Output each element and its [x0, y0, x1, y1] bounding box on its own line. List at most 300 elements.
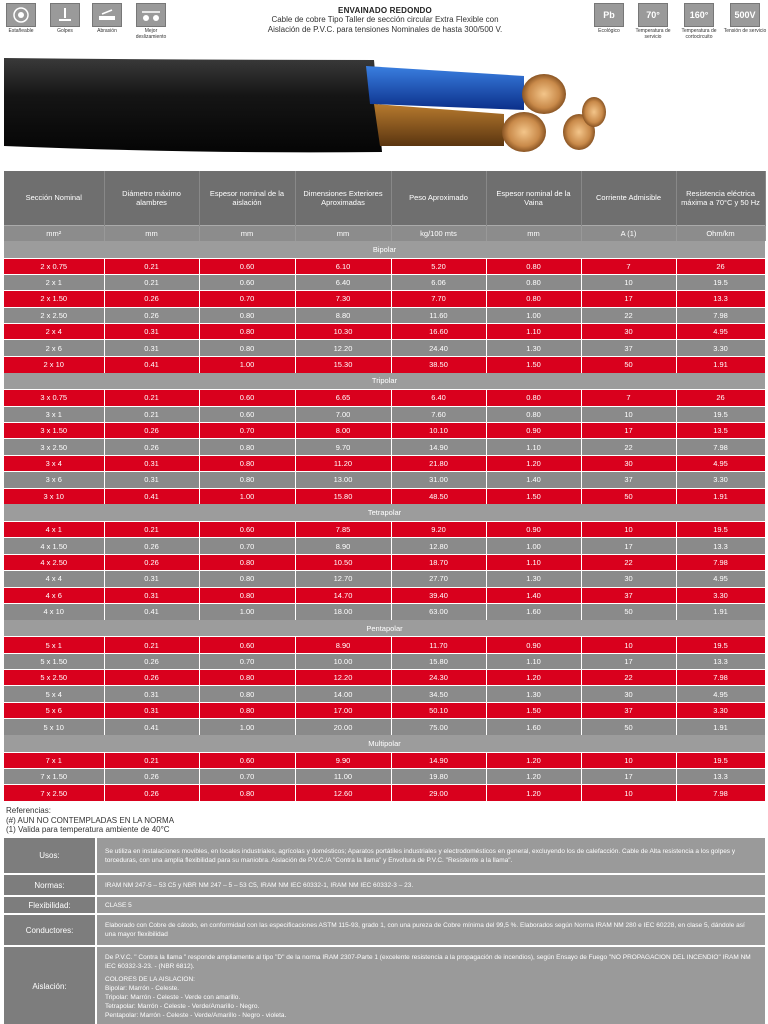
table-cell: 5 x 1.50 — [4, 653, 104, 669]
table-cell: 1.50 — [486, 356, 581, 372]
group-row-tetrapolar — [4, 504, 765, 521]
spec-table-body — [4, 241, 765, 801]
table-cell: 38.50 — [391, 356, 486, 372]
table-cell: 30 — [581, 455, 676, 471]
table-cell: 21.80 — [391, 455, 486, 471]
table-cell: 4.95 — [676, 324, 765, 340]
table-cell: 2 x 10 — [4, 356, 104, 372]
table-cell: 7.98 — [676, 307, 765, 323]
table-cell: 5 x 6 — [4, 702, 104, 718]
table-cell: 0.21 — [104, 752, 199, 768]
table-row — [4, 769, 765, 785]
table-cell: 14.90 — [391, 439, 486, 455]
table-cell: 29.00 — [391, 785, 486, 801]
table-cell: 26 — [676, 390, 765, 406]
table-cell: 0.80 — [486, 291, 581, 307]
table-cell: 19.5 — [676, 274, 765, 290]
table-cell: 0.21 — [104, 637, 199, 653]
table-cell: 1.91 — [676, 719, 765, 735]
table-cell: 0.70 — [199, 291, 295, 307]
tension-servicio-icon — [730, 3, 760, 27]
table-cell: 0.80 — [199, 554, 295, 570]
table-cell: 0.31 — [104, 686, 199, 702]
table-cell: 0.31 — [104, 324, 199, 340]
table-row — [4, 307, 765, 323]
table-cell: 6.10 — [295, 258, 391, 274]
info-label: Flexibilidad: — [4, 896, 96, 914]
table-cell: 37 — [581, 472, 676, 488]
group-label: Tetrapolar — [4, 504, 765, 521]
table-cell: 15.30 — [295, 356, 391, 372]
table-row — [4, 324, 765, 340]
group-row-multipolar — [4, 735, 765, 752]
cable-image — [4, 42, 764, 170]
table-cell: 12.20 — [295, 340, 391, 356]
table-cell: 4.95 — [676, 686, 765, 702]
table-cell: 7.70 — [391, 291, 486, 307]
table-cell: 1.50 — [486, 702, 581, 718]
table-cell: 1.00 — [199, 719, 295, 735]
table-cell: 5 x 2.50 — [4, 670, 104, 686]
table-cell: 1.40 — [486, 472, 581, 488]
table-cell: 7 x 1 — [4, 752, 104, 768]
table-cell: 0.60 — [199, 390, 295, 406]
table-cell: 50.10 — [391, 702, 486, 718]
unit-cell: mm — [104, 225, 199, 241]
table-cell: 0.21 — [104, 406, 199, 422]
table-cell: 0.80 — [199, 439, 295, 455]
table-cell: 10.50 — [295, 554, 391, 570]
table-cell: 19.5 — [676, 637, 765, 653]
table-cell: 2 x 2.50 — [4, 307, 104, 323]
table-cell: 10.00 — [295, 653, 391, 669]
aislacion-color-item: Tetrapolar: Marrón - Celeste - Verde/Amarillo - Negro. — [105, 1002, 260, 1010]
table-cell: 7 — [581, 258, 676, 274]
table-cell: 0.60 — [199, 258, 295, 274]
page-subtitle-2: Aislación de P.V.C. para tensiones Nominales de hasta 300/500 V. — [267, 25, 503, 34]
table-cell: 11.00 — [295, 769, 391, 785]
table-cell: 0.31 — [104, 702, 199, 718]
table-cell: 2 x 1.50 — [4, 291, 104, 307]
icon-label: Tensión de servicio — [723, 28, 767, 34]
table-cell: 0.60 — [199, 274, 295, 290]
table-cell: 1.91 — [676, 603, 765, 619]
table-cell: 14.90 — [391, 752, 486, 768]
table-cell: 0.41 — [104, 603, 199, 619]
info-row-conductores — [4, 914, 765, 946]
table-cell: 10 — [581, 406, 676, 422]
table-cell: 0.41 — [104, 488, 199, 504]
ecologico-glyph: Pb — [603, 10, 615, 20]
info-value: Elaborado con Cobre de cátodo, en conformidad con las especificaciones ASTM 115-93, grado 1, con una pureza de Cobre mínima del 99,5 %. Elaborados según Norma IRAM NM 280 e IEC 60228, en clase 5, dándole así una mayor flexibilidad — [96, 914, 765, 946]
table-cell: 1.60 — [486, 719, 581, 735]
table-cell: 0.26 — [104, 423, 199, 439]
info-value: Se utiliza en instalaciones movibles, en locales industriales, agrícolas y domésticos; Aparatos portátiles industriales y electrodomésticos en general, excluyendo los de calefacción. Cable de Alta resistencia a los golpes y torceduras, con una amplia flexibilidad para su maniobra. Aislación de P.V.C./A "Contra la llama" y Envoltura de P.V.C. "Resistente a la llama". — [96, 838, 765, 874]
table-cell: 7.98 — [676, 670, 765, 686]
table-cell: 1.30 — [486, 571, 581, 587]
table-cell: 7.98 — [676, 439, 765, 455]
table-cell: 9.70 — [295, 439, 391, 455]
table-cell: 3 x 6 — [4, 472, 104, 488]
table-cell: 3 x 1 — [4, 406, 104, 422]
info-label: Normas: — [4, 874, 96, 896]
table-cell: 6.40 — [295, 274, 391, 290]
table-cell: 0.80 — [199, 587, 295, 603]
table-cell: 0.80 — [199, 455, 295, 471]
col-header: Resistencia eléctrica máxima a 70°C y 50 Hz — [676, 171, 765, 225]
table-cell: 3 x 10 — [4, 488, 104, 504]
table-row — [4, 785, 765, 801]
table-cell: 10 — [581, 637, 676, 653]
group-label: Multipolar — [4, 735, 765, 752]
title-block — [230, 6, 540, 35]
table-cell: 50 — [581, 603, 676, 619]
table-row — [4, 423, 765, 439]
table-row — [4, 356, 765, 372]
table-cell: 0.60 — [199, 406, 295, 422]
table-cell: 13.3 — [676, 653, 765, 669]
table-row — [4, 603, 765, 619]
table-cell: 19.80 — [391, 769, 486, 785]
info-row-normas — [4, 874, 765, 896]
table-cell: 2 x 6 — [4, 340, 104, 356]
table-row — [4, 686, 765, 702]
table-cell: 27.70 — [391, 571, 486, 587]
table-cell: 0.26 — [104, 653, 199, 669]
table-row — [4, 488, 765, 504]
table-cell: 0.80 — [199, 571, 295, 587]
table-cell: 0.90 — [486, 423, 581, 439]
info-row-usos — [4, 838, 765, 874]
table-cell: 0.70 — [199, 653, 295, 669]
table-cell: 6.40 — [391, 390, 486, 406]
table-cell: 1.00 — [199, 603, 295, 619]
table-cell: 12.80 — [391, 538, 486, 554]
mejor-deslizamiento-icon — [136, 3, 166, 27]
table-cell: 3 x 1.50 — [4, 423, 104, 439]
icon-label: Golpes — [57, 28, 73, 34]
table-row — [4, 752, 765, 768]
table-cell: 19.5 — [676, 406, 765, 422]
table-row — [4, 340, 765, 356]
col-header: Dimensiones Exteriores Aproximadas — [295, 171, 391, 225]
unit-cell: mm² — [4, 225, 104, 241]
table-cell: 10 — [581, 521, 676, 537]
table-cell: 7.98 — [676, 785, 765, 801]
table-row — [4, 291, 765, 307]
table-cell: 16.60 — [391, 324, 486, 340]
table-cell: 1.00 — [199, 356, 295, 372]
table-cell: 34.50 — [391, 686, 486, 702]
table-cell: 7 x 2.50 — [4, 785, 104, 801]
info-table — [4, 838, 765, 1024]
table-cell: 1.10 — [486, 554, 581, 570]
table-cell: 1.40 — [486, 587, 581, 603]
table-cell: 13.3 — [676, 291, 765, 307]
table-cell: 17 — [581, 423, 676, 439]
table-cell: 0.26 — [104, 307, 199, 323]
table-cell: 1.91 — [676, 488, 765, 504]
table-cell: 18.70 — [391, 554, 486, 570]
group-label: Tripolar — [4, 373, 765, 390]
table-cell: 0.80 — [199, 702, 295, 718]
table-cell: 8.90 — [295, 538, 391, 554]
info-value: IRAM NM 247-5 – 53 C5 y NBR NM 247 – 5 – 53 C5, IRAM NM IEC 60332-1, IRAM NM IEC 60332-3 – 23. — [96, 874, 765, 896]
spec-table — [4, 171, 766, 801]
table-cell: 17.00 — [295, 702, 391, 718]
table-cell: 48.50 — [391, 488, 486, 504]
table-cell: 8.00 — [295, 423, 391, 439]
table-cell: 7.98 — [676, 554, 765, 570]
table-cell: 5.20 — [391, 258, 486, 274]
table-cell: 4 x 1.50 — [4, 538, 104, 554]
table-cell: 1.50 — [486, 488, 581, 504]
table-cell: 10 — [581, 752, 676, 768]
cable-illustration — [4, 42, 764, 170]
table-cell: 10.10 — [391, 423, 486, 439]
table-cell: 15.80 — [391, 653, 486, 669]
table-cell: 1.20 — [486, 752, 581, 768]
temp-cortocircuito-glyph: 160° — [689, 10, 709, 20]
table-row — [4, 653, 765, 669]
table-cell: 7.30 — [295, 291, 391, 307]
table-cell: 4 x 10 — [4, 603, 104, 619]
table-cell: 15.80 — [295, 488, 391, 504]
table-cell: 50 — [581, 356, 676, 372]
col-header: Diámetro máximo alambres — [104, 171, 199, 225]
table-cell: 4 x 1 — [4, 521, 104, 537]
table-cell: 4 x 6 — [4, 587, 104, 603]
col-header: Sección Nominal — [4, 171, 104, 225]
references-title: Referencias: — [6, 806, 51, 815]
info-label: Aislación: — [4, 946, 96, 1024]
table-cell: 0.90 — [486, 637, 581, 653]
unit-cell: mm — [295, 225, 391, 241]
icon-label: Estañeable — [8, 28, 34, 34]
table-row — [4, 455, 765, 471]
table-cell: 37 — [581, 340, 676, 356]
table-cell: 9.20 — [391, 521, 486, 537]
table-cell: 0.41 — [104, 356, 199, 372]
table-cell: 0.80 — [486, 258, 581, 274]
table-cell: 0.80 — [486, 406, 581, 422]
table-cell: 26 — [676, 258, 765, 274]
table-row — [4, 538, 765, 554]
temp-servicio-icon — [638, 3, 668, 27]
table-cell: 1.60 — [486, 603, 581, 619]
icon-label: Mejor deslizamiento — [135, 28, 167, 40]
table-row — [4, 702, 765, 718]
icon-label: Abrasión — [97, 28, 117, 34]
col-header: Espesor nominal de la Vaina — [486, 171, 581, 225]
tension-servicio-glyph: 500V — [734, 10, 756, 20]
table-cell: 7.85 — [295, 521, 391, 537]
table-row — [4, 554, 765, 570]
table-cell: 30 — [581, 686, 676, 702]
table-cell: 11.60 — [391, 307, 486, 323]
table-cell: 0.80 — [199, 785, 295, 801]
icon-label: Temperatura de cortocircuito — [681, 28, 717, 40]
table-cell: 7.00 — [295, 406, 391, 422]
table-cell: 50 — [581, 488, 676, 504]
table-cell: 0.26 — [104, 769, 199, 785]
table-cell: 14.70 — [295, 587, 391, 603]
table-cell: 1.00 — [199, 488, 295, 504]
table-cell: 0.70 — [199, 769, 295, 785]
table-cell: 0.60 — [199, 521, 295, 537]
table-cell: 6.06 — [391, 274, 486, 290]
table-cell: 17 — [581, 769, 676, 785]
table-cell: 0.60 — [199, 752, 295, 768]
estañeable-icon — [6, 3, 36, 27]
unit-cell: Ohm/km — [676, 225, 765, 241]
table-cell: 12.70 — [295, 571, 391, 587]
table-cell: 1.20 — [486, 769, 581, 785]
table-cell: 22 — [581, 307, 676, 323]
table-cell: 1.20 — [486, 670, 581, 686]
table-cell: 0.80 — [199, 307, 295, 323]
table-cell: 0.60 — [199, 637, 295, 653]
table-cell: 37 — [581, 587, 676, 603]
table-cell: 30 — [581, 324, 676, 340]
table-cell: 13.3 — [676, 538, 765, 554]
col-header: Peso Aproximado — [391, 171, 486, 225]
page-header — [0, 0, 768, 42]
table-cell: 5 x 4 — [4, 686, 104, 702]
table-cell: 20.00 — [295, 719, 391, 735]
table-cell: 2 x 1 — [4, 274, 104, 290]
table-cell: 2 x 4 — [4, 324, 104, 340]
icon-label: Ecológico — [598, 28, 620, 34]
table-row — [4, 258, 765, 274]
table-cell: 0.31 — [104, 340, 199, 356]
aislacion-color-item: Pentapolar: Marrón - Celeste - Verde/Amarillo - Negro - violeta. — [105, 1011, 287, 1019]
table-cell: 7 x 1.50 — [4, 769, 104, 785]
table-cell: 4 x 4 — [4, 571, 104, 587]
table-cell: 9.90 — [295, 752, 391, 768]
table-cell: 0.80 — [199, 324, 295, 340]
table-cell: 0.41 — [104, 719, 199, 735]
table-cell: 3.30 — [676, 702, 765, 718]
table-cell: 0.21 — [104, 258, 199, 274]
col-header: Corriente Admisible — [581, 171, 676, 225]
table-row — [4, 521, 765, 537]
table-cell: 3 x 4 — [4, 455, 104, 471]
table-cell: 24.40 — [391, 340, 486, 356]
table-cell: 13.00 — [295, 472, 391, 488]
table-cell: 0.21 — [104, 521, 199, 537]
aislacion-color-item: Tripolar: Marrón - Celeste - Verde con amarillo. — [105, 993, 241, 1001]
table-cell: 13.5 — [676, 423, 765, 439]
table-cell: 1.91 — [676, 356, 765, 372]
table-cell: 3.30 — [676, 472, 765, 488]
table-cell: 3.30 — [676, 587, 765, 603]
table-cell: 63.00 — [391, 603, 486, 619]
info-label: Conductores: — [4, 914, 96, 946]
table-row — [4, 406, 765, 422]
info-label: Usos: — [4, 838, 96, 874]
table-cell: 1.10 — [486, 439, 581, 455]
table-cell: 0.26 — [104, 538, 199, 554]
info-row-aislacion — [4, 946, 765, 1024]
group-row-pentapolar — [4, 620, 765, 637]
table-cell: 0.80 — [199, 472, 295, 488]
table-cell: 10.30 — [295, 324, 391, 340]
table-cell: 3 x 2.50 — [4, 439, 104, 455]
table-cell: 0.31 — [104, 472, 199, 488]
table-cell: 39.40 — [391, 587, 486, 603]
table-cell: 12.60 — [295, 785, 391, 801]
table-cell: 11.70 — [391, 637, 486, 653]
table-cell: 2 x 0.75 — [4, 258, 104, 274]
table-cell: 0.80 — [199, 670, 295, 686]
table-cell: 0.26 — [104, 554, 199, 570]
group-row-bipolar — [4, 241, 765, 258]
table-cell: 17 — [581, 653, 676, 669]
table-cell: 4.95 — [676, 571, 765, 587]
table-cell: 1.20 — [486, 455, 581, 471]
table-units-row — [4, 225, 765, 241]
table-row — [4, 637, 765, 653]
unit-cell: mm — [199, 225, 295, 241]
abrasion-icon — [92, 3, 122, 27]
aislacion-colors-title: COLORES DE LA AISLACION: — [105, 975, 195, 983]
group-label: Bipolar — [4, 241, 765, 258]
table-cell: 0.70 — [199, 423, 295, 439]
table-cell: 24.30 — [391, 670, 486, 686]
table-cell: 31.00 — [391, 472, 486, 488]
table-cell: 3.30 — [676, 340, 765, 356]
table-cell: 1.30 — [486, 340, 581, 356]
table-cell: 0.26 — [104, 785, 199, 801]
reference-item: (1) Valida para temperatura ambiente de 40°C — [6, 825, 170, 834]
col-header: Espesor nominal de la aislación — [199, 171, 295, 225]
table-cell: 1.10 — [486, 653, 581, 669]
table-cell: 75.00 — [391, 719, 486, 735]
table-row — [4, 670, 765, 686]
temp-cortocircuito-icon — [684, 3, 714, 27]
golpes-icon — [50, 3, 80, 27]
table-cell: 13.3 — [676, 769, 765, 785]
table-cell: 1.00 — [486, 538, 581, 554]
table-cell: 6.65 — [295, 390, 391, 406]
aislacion-color-item: Bipolar: Marrón - Celeste. — [105, 984, 180, 992]
icon-label: Temperatura de servicio — [635, 28, 671, 40]
table-cell: 50 — [581, 719, 676, 735]
page-subtitle-1: Cable de cobre Tipo Taller de sección circular Extra Flexible con — [271, 15, 499, 24]
reference-item: (#) AUN NO CONTEMPLADAS EN LA NORMA — [6, 815, 175, 825]
table-cell: 1.30 — [486, 686, 581, 702]
table-cell: 3 x 0.75 — [4, 390, 104, 406]
table-cell: 19.5 — [676, 521, 765, 537]
page-title: ENVAINADO REDONDO — [338, 6, 432, 15]
table-cell: 1.20 — [486, 785, 581, 801]
table-row — [4, 587, 765, 603]
table-cell: 5 x 10 — [4, 719, 104, 735]
group-label: Pentapolar — [4, 620, 765, 637]
table-cell: 0.31 — [104, 587, 199, 603]
info-value — [96, 946, 765, 1024]
temp-servicio-glyph: 70° — [646, 10, 660, 20]
table-cell: 0.80 — [199, 340, 295, 356]
table-cell: 0.80 — [486, 390, 581, 406]
table-cell: 0.21 — [104, 390, 199, 406]
group-row-tripolar — [4, 373, 765, 390]
unit-cell: A (1) — [581, 225, 676, 241]
table-cell: 12.20 — [295, 670, 391, 686]
table-cell: 0.31 — [104, 455, 199, 471]
table-cell: 7 — [581, 390, 676, 406]
